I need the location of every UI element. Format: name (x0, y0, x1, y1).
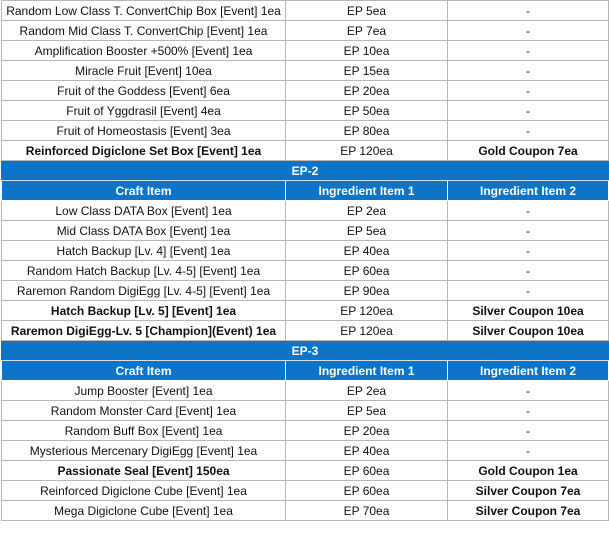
ingredient-2-cell: Silver Coupon 10ea (448, 321, 609, 341)
column-header-craft-item: Craft Item (2, 181, 286, 201)
column-header-row (2, 361, 609, 381)
table-row (2, 21, 609, 41)
craft-item-cell: Random Monster Card [Event] 1ea (2, 401, 286, 421)
ingredient-1-cell: EP 15ea (286, 61, 448, 81)
column-header-ingredient-1: Ingredient Item 1 (286, 181, 448, 201)
ingredient-2-cell: - (448, 1, 609, 21)
ingredient-1-cell: EP 40ea (286, 441, 448, 461)
table-row (2, 401, 609, 421)
table-row (2, 381, 609, 401)
ingredient-1-cell: EP 120ea (286, 301, 448, 321)
ingredient-2-cell: - (448, 261, 609, 281)
craft-item-cell: Random Buff Box [Event] 1ea (2, 421, 286, 441)
ingredient-2-cell: Silver Coupon 7ea (448, 501, 609, 521)
table-row (2, 1, 609, 21)
craft-table (1, 0, 609, 521)
table-row (2, 441, 609, 461)
craft-item-cell: Reinforced Digiclone Cube [Event] 1ea (2, 481, 286, 501)
ingredient-1-cell: EP 20ea (286, 421, 448, 441)
table-row (2, 421, 609, 441)
craft-item-cell: Hatch Backup [Lv. 4] [Event] 1ea (2, 241, 286, 261)
table-row (2, 321, 609, 341)
ingredient-2-cell: - (448, 21, 609, 41)
ingredient-1-cell: EP 5ea (286, 221, 448, 241)
ingredient-2-cell: - (448, 241, 609, 261)
table-row (2, 261, 609, 281)
craft-item-cell: Amplification Booster +500% [Event] 1ea (2, 41, 286, 61)
table-row (2, 101, 609, 121)
ingredient-1-cell: EP 60ea (286, 481, 448, 501)
column-header-row (2, 181, 609, 201)
ingredient-1-cell: EP 20ea (286, 81, 448, 101)
section-title: EP-3 (2, 341, 609, 361)
section-header-ep2 (2, 161, 609, 181)
ingredient-2-cell: - (448, 101, 609, 121)
table-row (2, 281, 609, 301)
craft-item-cell: Reinforced Digiclone Set Box [Event] 1ea (2, 141, 286, 161)
craft-item-cell: Random Hatch Backup [Lv. 4-5] [Event] 1ea (2, 261, 286, 281)
craft-item-cell: Fruit of Yggdrasil [Event] 4ea (2, 101, 286, 121)
column-header-ingredient-1: Ingredient Item 1 (286, 361, 448, 381)
table-row (2, 41, 609, 61)
ingredient-1-cell: EP 120ea (286, 321, 448, 341)
craft-item-cell: Raremon DigiEgg-Lv. 5 [Champion](Event) 1ea (2, 321, 286, 341)
section-title: EP-2 (2, 161, 609, 181)
table-row (2, 481, 609, 501)
ingredient-2-cell: - (448, 281, 609, 301)
craft-item-cell: Random Mid Class T. ConvertChip [Event] 1ea (2, 21, 286, 41)
ingredient-1-cell: EP 2ea (286, 381, 448, 401)
ingredient-2-cell: - (448, 201, 609, 221)
table-row (2, 501, 609, 521)
craft-item-cell: Mysterious Mercenary DigiEgg [Event] 1ea (2, 441, 286, 461)
ingredient-1-cell: EP 60ea (286, 461, 448, 481)
ingredient-2-cell: Silver Coupon 10ea (448, 301, 609, 321)
ingredient-2-cell: Silver Coupon 7ea (448, 481, 609, 501)
craft-item-cell: Low Class DATA Box [Event] 1ea (2, 201, 286, 221)
ingredient-2-cell: - (448, 221, 609, 241)
ingredient-1-cell: EP 70ea (286, 501, 448, 521)
ingredient-1-cell: EP 5ea (286, 1, 448, 21)
ingredient-2-cell: - (448, 61, 609, 81)
ingredient-2-cell: - (448, 41, 609, 61)
craft-item-cell: Mega Digiclone Cube [Event] 1ea (2, 501, 286, 521)
ingredient-2-cell: - (448, 81, 609, 101)
table-row (2, 221, 609, 241)
section-header-ep3 (2, 341, 609, 361)
table-row (2, 241, 609, 261)
craft-item-cell: Raremon Random DigiEgg [Lv. 4-5] [Event] 1ea (2, 281, 286, 301)
ingredient-1-cell: EP 5ea (286, 401, 448, 421)
ingredient-1-cell: EP 60ea (286, 261, 448, 281)
ingredient-1-cell: EP 80ea (286, 121, 448, 141)
ingredient-1-cell: EP 40ea (286, 241, 448, 261)
table-row (2, 141, 609, 161)
table-row (2, 301, 609, 321)
craft-item-cell: Passionate Seal [Event] 150ea (2, 461, 286, 481)
column-header-craft-item: Craft Item (2, 361, 286, 381)
craft-item-cell: Random Low Class T. ConvertChip Box [Event] 1ea (2, 1, 286, 21)
ingredient-1-cell: EP 90ea (286, 281, 448, 301)
craft-item-cell: Fruit of Homeostasis [Event] 3ea (2, 121, 286, 141)
ingredient-2-cell: - (448, 381, 609, 401)
craft-item-cell: Fruit of the Goddess [Event] 6ea (2, 81, 286, 101)
column-header-ingredient-2: Ingredient Item 2 (448, 361, 609, 381)
craft-item-cell: Jump Booster [Event] 1ea (2, 381, 286, 401)
ingredient-2-cell: - (448, 441, 609, 461)
ingredient-1-cell: EP 10ea (286, 41, 448, 61)
table-row (2, 121, 609, 141)
column-header-ingredient-2: Ingredient Item 2 (448, 181, 609, 201)
ingredient-2-cell: - (448, 401, 609, 421)
ingredient-1-cell: EP 50ea (286, 101, 448, 121)
table-row (2, 61, 609, 81)
table-row (2, 461, 609, 481)
ingredient-2-cell: - (448, 421, 609, 441)
ingredient-1-cell: EP 2ea (286, 201, 448, 221)
ingredient-2-cell: - (448, 121, 609, 141)
table-row (2, 201, 609, 221)
craft-item-cell: Miracle Fruit [Event] 10ea (2, 61, 286, 81)
table-row (2, 81, 609, 101)
craft-item-cell: Hatch Backup [Lv. 5] [Event] 1ea (2, 301, 286, 321)
ingredient-1-cell: EP 120ea (286, 141, 448, 161)
ingredient-2-cell: Gold Coupon 7ea (448, 141, 609, 161)
ingredient-1-cell: EP 7ea (286, 21, 448, 41)
ingredient-2-cell: Gold Coupon 1ea (448, 461, 609, 481)
craft-item-cell: Mid Class DATA Box [Event] 1ea (2, 221, 286, 241)
